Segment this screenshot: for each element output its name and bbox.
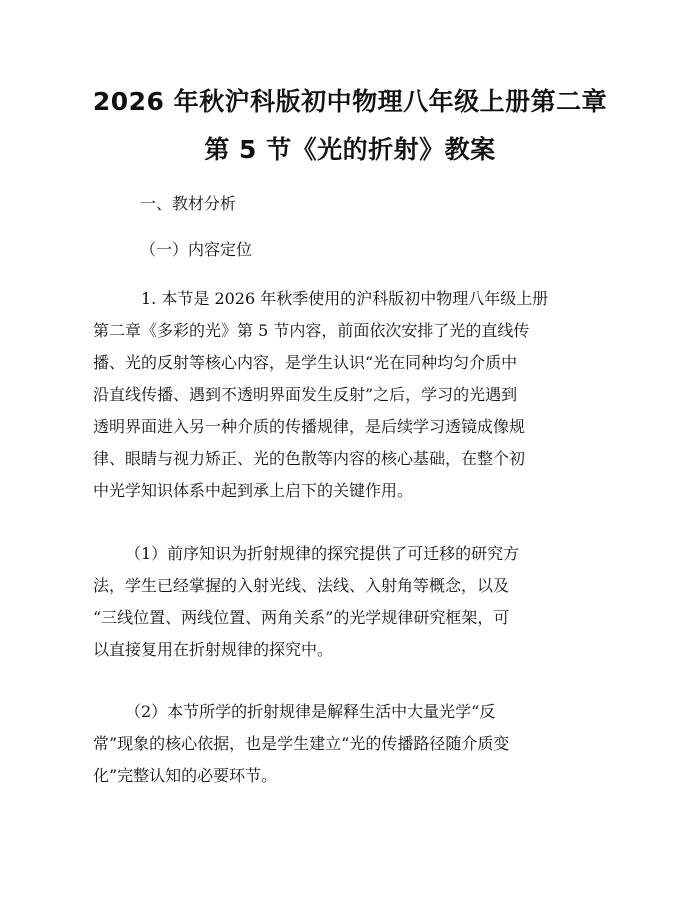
paragraph-line: 化”完整认知的必要环节。	[93, 766, 278, 785]
paragraph-line: “三线位置、两线位置、两角关系”的光学规律研究框架，可	[93, 608, 510, 627]
paragraph-line: 中光学知识体系中起到承上启下的关键作用。	[93, 481, 414, 500]
paragraph-line: 沿直线传播、遇到不透明界面发生反射”之后，学习的光遇到	[93, 385, 518, 404]
paragraph-line: 律、眼睛与视力矫正、光的色散等内容的核心基础，在整个初	[93, 449, 526, 468]
paragraph-refraction-law	[93, 696, 608, 792]
paragraph-line: （2）本节所学的折射规律是解释生活中大量光学“反	[125, 702, 496, 721]
paragraph-line: 透明界面进入另一种介质的传播规律，是后续学习透镜成像规	[93, 417, 526, 436]
subsection-heading: （一）内容定位	[140, 240, 253, 259]
paragraph-line: 常”现象的核心依据，也是学生建立“光的传播路径随介质变	[93, 734, 510, 753]
paragraph-line: 以直接复用在折射规律的探究中。	[93, 640, 334, 659]
document-title-line-2: 第 5 节《光的折射》教案	[204, 135, 496, 164]
paragraph-prior-knowledge	[93, 538, 608, 666]
section-heading: 一、教材分析	[140, 194, 237, 213]
paragraph-line: 法，学生已经掌握的入射光线、法线、入射角等概念，以及	[93, 576, 510, 595]
paragraph-line: 第二章《多彩的光》第 5 节内容，前面依次安排了光的直线传	[93, 321, 530, 340]
document-title-line-1: 2026 年秋沪科版初中物理八年级上册第二章	[92, 87, 608, 116]
paragraph-line: 1. 本节是 2026 年秋季使用的沪科版初中物理八年级上册	[141, 289, 549, 308]
paragraph-line: （1）前序知识为折射规律的探究提供了可迁移的研究方	[125, 544, 520, 563]
paragraph-line: 播、光的反射等核心内容，是学生认识“光在同种均匀介质中	[93, 353, 518, 372]
paragraph-content-position	[93, 283, 608, 507]
